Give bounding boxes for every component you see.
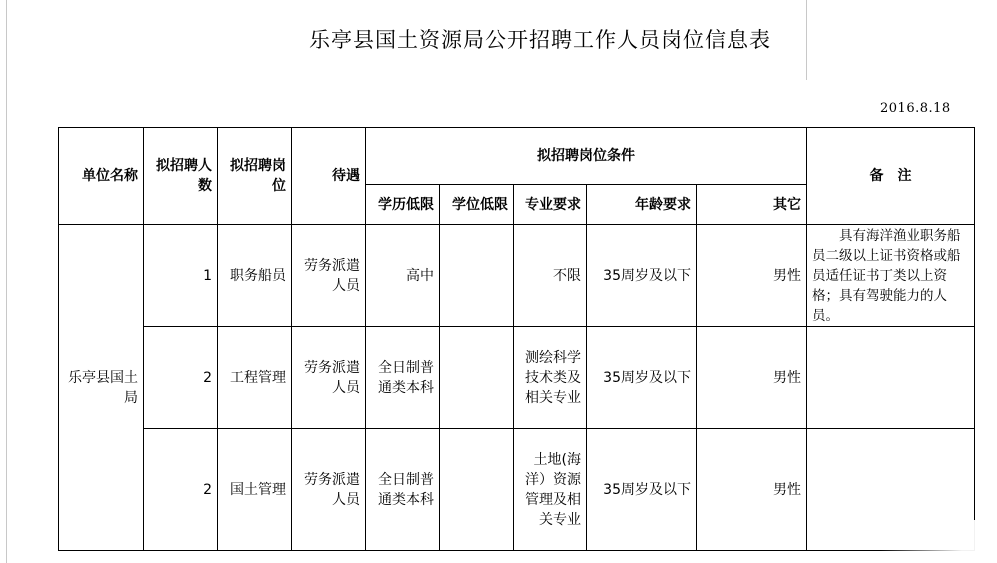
- header-age: 年龄要求: [587, 185, 697, 225]
- positions-table: [58, 127, 975, 551]
- header-other: 其它: [697, 185, 807, 225]
- header-row-top: [59, 128, 975, 185]
- header-treatment: 待遇: [292, 128, 366, 225]
- header-education: 学历低限: [366, 185, 440, 225]
- age-cell: 35周岁及以下: [587, 429, 697, 551]
- major-cell: 测绘科学技术类及相关专业: [514, 327, 587, 429]
- education-cell: 高中: [366, 225, 440, 327]
- position-cell: 国土管理: [218, 429, 292, 551]
- unit-name-cell: 乐亭县国土局: [59, 225, 144, 551]
- header-major: 专业要求: [514, 185, 587, 225]
- treatment-cell: 劳务派遣人员: [292, 327, 366, 429]
- header-num-hires: 拟招聘人数: [144, 128, 218, 225]
- document-title: 乐亭县国土资源局公开招聘工作人员岗位信息表: [309, 28, 771, 52]
- age-cell: 35周岁及以下: [587, 225, 697, 327]
- header-conditions: 拟招聘岗位条件: [366, 128, 807, 185]
- major-cell: 土地(海洋）资源管理及相关专业: [514, 429, 587, 551]
- count-cell: 1: [144, 225, 218, 327]
- position-cell: 工程管理: [218, 327, 292, 429]
- other-cell: 男性: [697, 429, 807, 551]
- education-cell: 全日制普通类本科: [366, 429, 440, 551]
- other-cell: 男性: [697, 225, 807, 327]
- treatment-cell: 劳务派遣人员: [292, 225, 366, 327]
- other-cell: 男性: [697, 327, 807, 429]
- degree-cell: [440, 327, 514, 429]
- position-cell: 职务船员: [218, 225, 292, 327]
- document-date: 2016.8.18: [880, 101, 951, 116]
- remark-cell: 具有海洋渔业职务船员二级以上证书资格或船员适任证书丁类以上资格；具有驾驶能力的人员。: [807, 225, 975, 327]
- count-cell: 2: [144, 429, 218, 551]
- degree-cell: [440, 225, 514, 327]
- header-remarks: 备 注: [807, 128, 975, 225]
- remark-cell: [807, 327, 975, 429]
- education-cell: 全日制普通类本科: [366, 327, 440, 429]
- count-cell: 2: [144, 327, 218, 429]
- corner-fade: [880, 520, 997, 563]
- table-row: [59, 429, 975, 551]
- degree-cell: [440, 429, 514, 551]
- treatment-cell: 劳务派遣人员: [292, 429, 366, 551]
- header-degree: 学位低限: [440, 185, 514, 225]
- page-left-edge: [6, 0, 7, 563]
- table-row: [59, 225, 975, 327]
- age-cell: 35周岁及以下: [587, 327, 697, 429]
- table-row: [59, 327, 975, 429]
- header-position: 拟招聘岗位: [218, 128, 292, 225]
- major-cell: 不限: [514, 225, 587, 327]
- header-unit-name: 单位名称: [59, 128, 144, 225]
